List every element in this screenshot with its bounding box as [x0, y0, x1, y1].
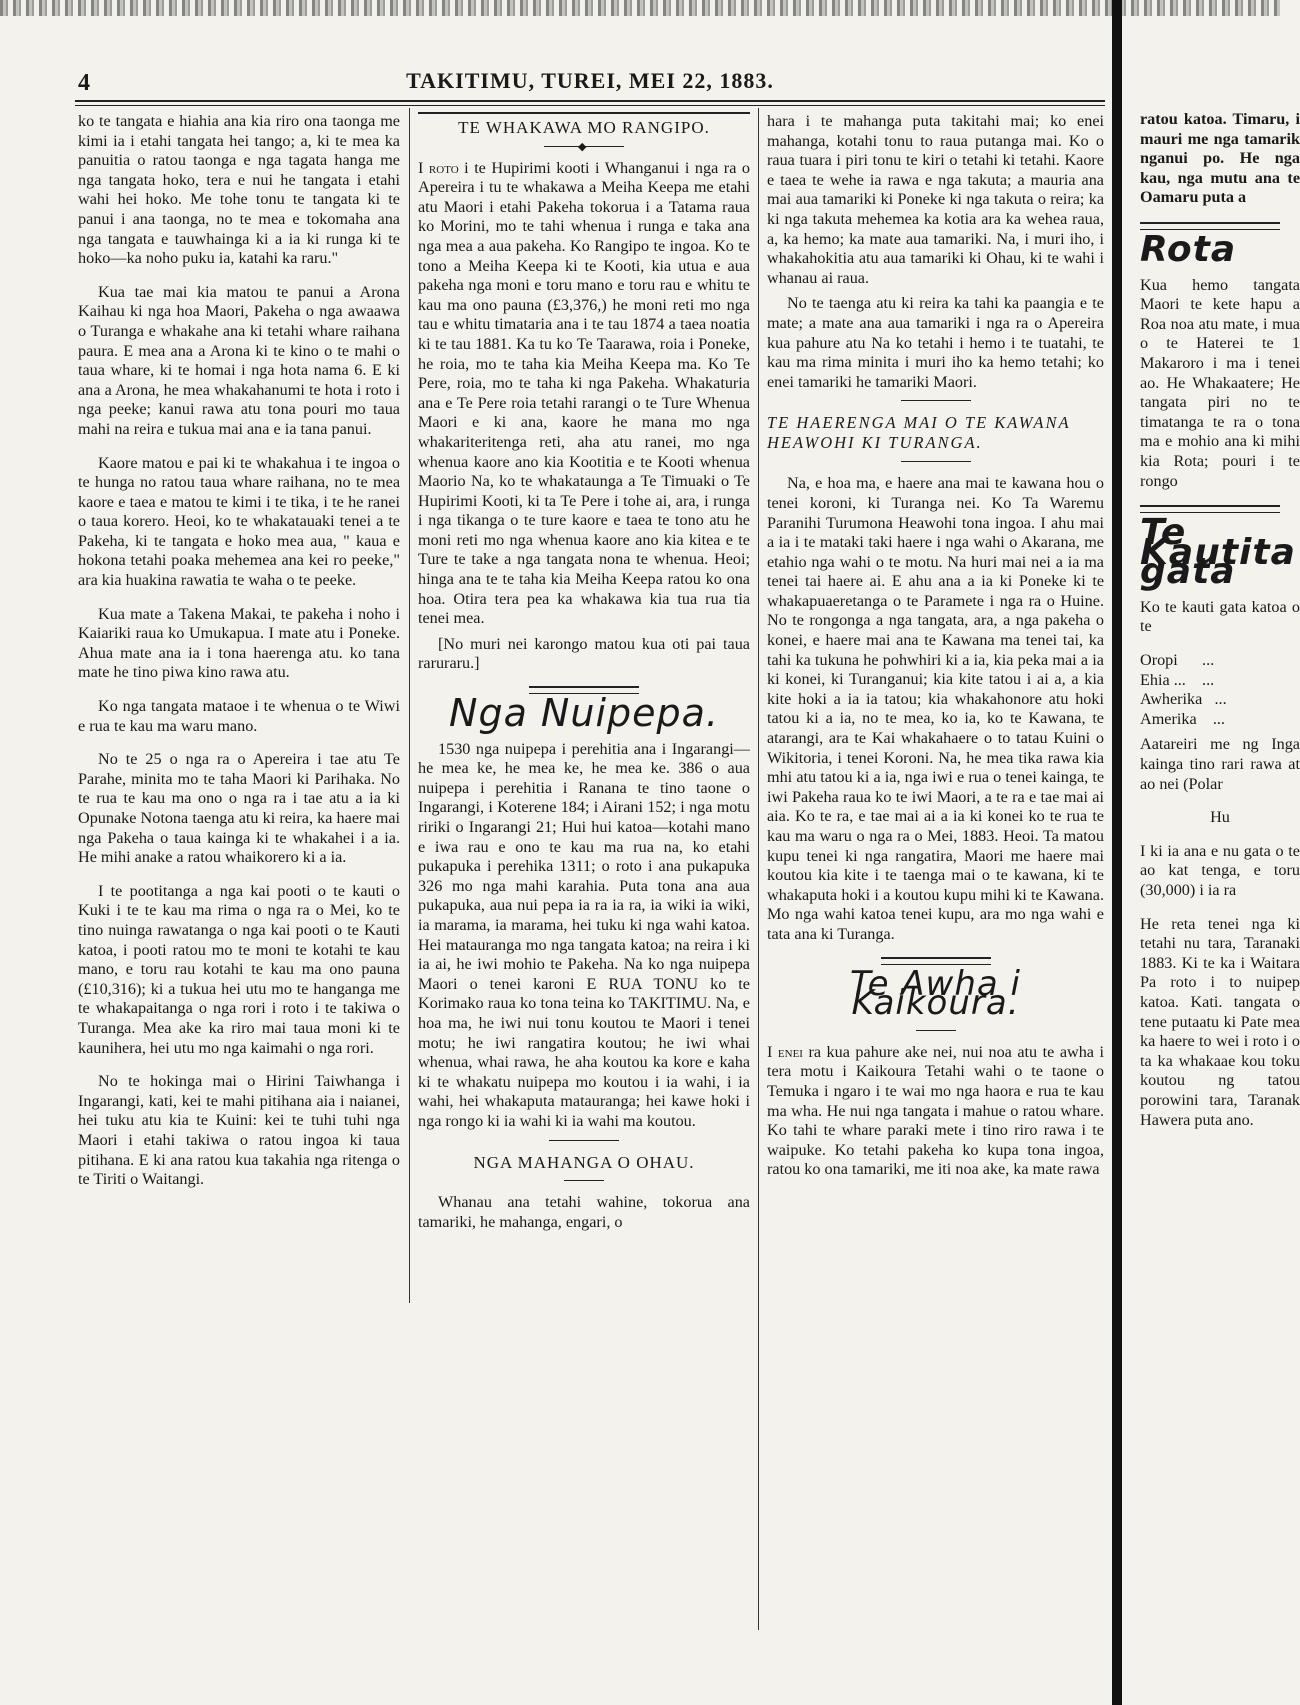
article-paragraph: hara i te mahanga puta takitahi mai; ko enei mahanga, kotahi tonu to raua putanga mai. Ko o raua tuara i piri tonu te kiri o tetahi ki tetahi. Kaore e taea te wehe ia rawa e nga takuta; a mauria ana mai aua tamariki ki Poneke ki nga takuta o reira; ka ki nga takuta mehemea ka kotia ara ka wehea raua, a, ka hemo; ka mate aua tamariki. Na, i muri iho, i whakahokitia atu aua tamariki ki Ohau, ki te wahi i whanau ai raua.: [767, 112, 1104, 287]
col1-paragraph: ko te tangata e hiahia ana kia riro ona taonga me kimi ia i etahi tangata hei tango; a, ki te mea ka panuitia o ratou taonga e nga tagata hanga me nga tangata hoko, tera e nui he tangata i etahi wahi hei hoko. Me tohe tonu te tangata ki te panui i ana taonga, no te mea e tokomaha ana nga tangata e tauwhainga ki a ia ki runga ki te hoko—ka noho puku ia, katahi ka raru.": [78, 112, 400, 268]
drop-lead: I roto: [418, 158, 459, 177]
col4-paragraph: Aatareiri me ng Inga kainga tino rari rawa at ao nei (Polar: [1140, 735, 1300, 793]
col1-paragraph: No te 25 o nga ra o Apereira i tae atu Te Parahe, minita mo te taha Maori ki Parihaka. No te rua te kau ma ono o nga ra i tae atu a ia ki Opunake Notona taenga atu ki reira, ka haere mai nga Pakeha o taua kainga ki te whakahei i a ia. He mihi anake a ratou whaikorero ki a ia.: [78, 750, 400, 867]
heading-rule: [418, 112, 750, 114]
col4-paragraph: ratou katoa. Timaru, i mauri me nga tamarik nganui po. He nga kau, nga mutu ana te Oamaru puta a: [1140, 110, 1300, 207]
ornament-divider: [544, 146, 624, 147]
col1-paragraph: Kaore matou e pai ki te whakahua i te ingoa o te hunga no ratou taua whare raihana, no te mea kaore e taea e matou te kimi i te tika, i te he ranei o taua korero. Heoi, ko te whakatauaki tenei a te Pakeha, ki te tangata e hoko mea aua, " kaua e hokona tetahi poaka mehemea ana kei ro peeke," ara kia huakina rawatia te waha o te peeke.: [78, 453, 400, 590]
short-rule: [901, 400, 971, 401]
col4-table: Oropi ... Ehia ... ... Awherika ... Amerika ...: [1140, 651, 1227, 728]
page-number: 4: [78, 70, 90, 96]
column-4-clipped: [1140, 110, 1300, 1670]
article-heading-kawana: TE HAERENGA MAI O TE KAWANA HEAWOHI KI TURANGA.: [767, 413, 1071, 453]
masthead-rule-thin: [75, 105, 1105, 106]
page-fold-shadow: [1112, 0, 1122, 1705]
col4-paragraph: Ko te kauti gata katoa o te: [1140, 597, 1300, 636]
scan-edge-noise: [0, 0, 1280, 16]
article-paragraph: I roto i te Hupirimi kooti i Whanganui i nga ra o Apereira i tu te whakawa a Meiha Keepa me etahi atu Maori i etahi Pakeha tokorua i a Tatama raua ko Morini, mo te tahi whenua i runga e taka ana nga mea a aua pakeha. Ko Rangipo te ingoa. Ko te tono a Meiha Keepa ki te Kooti, kia utua e aua pakeha nga moni e toru mano e toru rau e whitu te kau ma ono pauna (£3,376,) he moni reti mo nga tau e whitu timataria ana i te tau 1874 a taea noatia ki te tau 1881. Ka tu ko Te Taarawa, roia i Poneke, he roia, mo te taha kia Meiha Keepa ma. Ko Te Pere, roia, mo te taha ki nga Pakeha. Whakaturia ana e Te Pere roia tetahi rarangi o te Ture Whenua Maori e ki ana, kaore he mana mo nga whakariteritenga reti, aha atu ranei, mo nga whenua kaore ano kia Kootitia e te Kooti whenua Maorio Na, ko te whakataunga a Te Timuaki o Te Hupirimi Kooti, ki ta Te Pere i tohe ai, ara, i runga i nga tikanga o te ture kaore e taea te tono atu he moni reti mo nga whenua kaore ano kia kitea e te Ture te take a nga tangata nona te whenua. Heoi; hinga ana te te taha kia Meiha Keepa ratou ko ona hoa. Otira tera pea ka whakawa kia tua rua tia tenei mea.: [418, 158, 750, 628]
short-rule: [549, 1140, 619, 1141]
short-rule: [901, 461, 971, 462]
col1-paragraph: Kua tae mai kia matou te panui a Arona Kaihau ki nga hoa Maori, Pakeha o nga awaawa o Turanga e whakahe ana ki tetahi whare raihana paura. E mea ana a Arona ki te kino o te mahi o taua whare, ki te homai i nga hota nama 6. E ki ana a Arona, he mea whakahanumi te hota i roto i nga peeke; kanui rawa atu tona pouri mo taua mahi na reira e tukua mai ana e ia tana panui.: [78, 282, 400, 438]
col1-paragraph: No te hokinga mai o Hirini Taiwhanga i Ingarangi, kati, kei te mahi pitihana aia i naianei, hei tuku atu kia te Kuini: kei te tuhi tuhi nga Maori i etahi takiwa o ratou ingoa ki taua pitihana. E ki ana ratou kua takahia nga ritenga o te Tiriti o Waitangi.: [78, 1072, 400, 1189]
article-note: [No muri nei karongo matou kua oti pai taua raruraru.]: [418, 634, 750, 673]
column-2: [418, 112, 750, 1697]
article-heading-mahanga: NGA MAHANGA O OHAU.: [473, 1152, 695, 1172]
col1-paragraph: Kua mate a Takena Makai, te pakeha i noho i Kaiariki raua ko Umukapua. I mate atu i Poneke. Ahua mate ana ia i tona haerenga atu. ko tana mate he tino piwa kino rawa atu.: [78, 604, 400, 682]
col4-paragraph: I ki ia ana e nu gata o te ao kat tenga, e toru (30,000) i ia ra: [1140, 841, 1300, 899]
section-title-kautita: Te Kautita gata: [1140, 512, 1296, 593]
page-masthead: TAKITIMU, TUREI, MEI 22, 1883.: [406, 68, 774, 93]
column-1: [78, 112, 400, 1612]
article-paragraph: 1530 nga nuipepa i perehitia ana i Ingarangi—he mea ke, he mea ke, he mea ke. 386 o aua nuipepa i perehitia i Ranana te tino taone o Ingarangi, i Koterene 184; i Airani 152; i nga motu ririki o Ingarangi 21; Hui hui katoa—kotahi mano e iwa rau e ono te kau ma rua na, ko etahi pukapuka i perehika 1311; o roto i ana pukapuka 326 mo nga mahi karahia. Puta tona ana aua pukapuka, aua nui pepa ia ra ia ra, ia wiki ia wiki, ia marama, ia marama, hei tuku ki nga wahi katoa. Hei matauranga mo nga tangata katoa; na reira i ki ia ai, he iwi mohio te Pakeha. Na ko nga nuipepa Maori o tenei karoni E RUA TONU ko te Korimako raua ko tona teina ko TAKITIMU. Na, e hoa ma, he iwi nui tonu koutou te Maori i tenei motu; he iwi rangatira koutou; he iwi whai whenua, whai rawa, he aha koutou ka kore e kaha ki te whakatu nuipepa mo koutou i ia wahi, i ia wahi, hei whakaputa matauranga; hei kawe hoki i nga rongo ki ia wahi ki ia wahi ma koutou.: [418, 739, 750, 1130]
col4-subhead: Hu: [1210, 808, 1230, 827]
col1-paragraph: I te pootitanga a nga kai pooti o te kauti o Kuki i te te kau ma rima o nga ra o Mei, ko te tino nuinga rawatanga o nga kai pooti o te Kauti katoa, i pooti ratou mo te moni te kotahi te kau mano, e toru rau kotahi te kau ma ono pauna (£10,316); ki a tukua hei utu mo te hanganga me te whakapaitanga o nga rori i roto i te takiwa o Turanga. Mea ake ka riro mai taua moni ki te kaunihera, hei utu mo nga kaimahi o nga rori.: [78, 881, 400, 1057]
article-paragraph: Na, e hoa ma, e haere ana mai te kawana hou o tenei koroni, ki Turanga nei. Ko Ta Waremu Paranihi Turumona Heawohi tona ingoa. I ahu mai a ia i te mataki taki haere i nga wahi o Akarana, me etahio nga wahi o te motu. Na huri mai nei a ia ma tenei tai haere ai. E ahu ana a ia ki Poneke ki te whakapuaeretanga o te Paramete i nga ra o Huine. No te rongonga a nga tangata, ara, a nga pakeha o konei, e haere mai ana te Kawana ma tenei tai, ka tahi ka tukuna he pohwhiri ki a ia, kia peka mai a ia ki konei, ki Turanganui; kia kite tatou i ai a, a kia kite hoki a ia ia tatou; kia whakahonore atu hoki tatou ki a ia, no te mea, ko ia, ko te Kawana, te atarangi, ara te Kai whakahaere o to tatau Kuini o Wikitoria, i tenei Koroni. Na, he mea tika rawa kia mhi atu tatou ki a ia, nga iwi e rua o tenei kainga, te iwi Pakeha raua ko te iwi Maori, a te ra e tae mai ai aia. Ko te ra, e tae mai ai a ia ki konei ko te rua te kau ma waru o nga ra o Mei, 1883. Heoi. Ta matou kupu tenei ki nga rangatira, Maori me haere mai koutou kia kite i te taenga mai o te kawana, ki te whakaputa hoki i a koutou kupu mihi ki te Kawana. Mo nga wahi katoa tenei kupu, ara mo nga wahi e tata ana ki Turanga.: [767, 474, 1104, 943]
column-rule-1: [409, 108, 410, 1303]
article-paragraph: No te taenga atu ki reira ka tahi ka paangia e te mate; a mate ana aua tamariki i nga ra o Apereira kua pahure atu Na ko tetahi i hemo i te tuatahi, te kau ma rima minita i muri iho ka hemo tetahi; ko enei tamariki he tamariki Maori.: [767, 294, 1104, 391]
article-paragraph: I enei ra kua pahure ake nei, nui noa atu te awha i tera motu i Kaikoura Tetahi wahi o te taone o Temuka i ngaro i te wai mo nga haora e rua te kau ma wha. He nui nga tangata i mahue o ratou whare. Ko tahi te whare paraki mete i tino riro rawa i te waipuke. Ko tetahi pakeha ko kupa tona ingoa, ratou ko ona tamariki, me iti noa ake, ka mate rawa: [767, 1042, 1104, 1179]
col4-paragraph: Kua hemo tangata Maori te kete hapu a Roa noa atu mate, i mua o te Haterei te 1 Makaroro i ma i tenei ao. He Whakaatere; He tangata piri no te timatanga te ra o tona ma e mohio ana ki mihi kia Rota; pouri i te rongo: [1140, 275, 1300, 490]
short-rule: [916, 1030, 956, 1031]
col1-paragraph: Ko nga tangata mataoe i te whenua o te Wiwi e rua te kau ma waru mano.: [78, 697, 400, 735]
article-heading-rangipo: TE WHAKAWA MO RANGIPO.: [458, 118, 710, 137]
section-title-rota: Rota: [1140, 228, 1237, 270]
section-title-awha: Te Awha i Kaikoura.: [850, 963, 1021, 1024]
article-paragraph: Whanau ana tetahi wahine, tokorua ana tamariki, he mahanga, engari, o: [418, 1193, 750, 1231]
masthead-rule: [75, 100, 1105, 102]
col4-paragraph: He reta tenei nga ki tetahi nu tara, Taranaki 1883. Ki te ka i Waitara Pa roto i to nuipep katoa. Kati. tangata o tene putaatu ki Pate mea ka haere to wei i roto i o ta ka whakaae kou toku koutou ng tatou porowini tara, Taranak Hawera puta ano.: [1140, 914, 1300, 1129]
drop-lead: I enei: [767, 1042, 803, 1061]
short-rule: [564, 1180, 604, 1181]
column-rule-2: [758, 108, 759, 1630]
section-title-nuipepa: Nga Nuipepa.: [449, 691, 719, 736]
column-3: [767, 112, 1104, 1697]
